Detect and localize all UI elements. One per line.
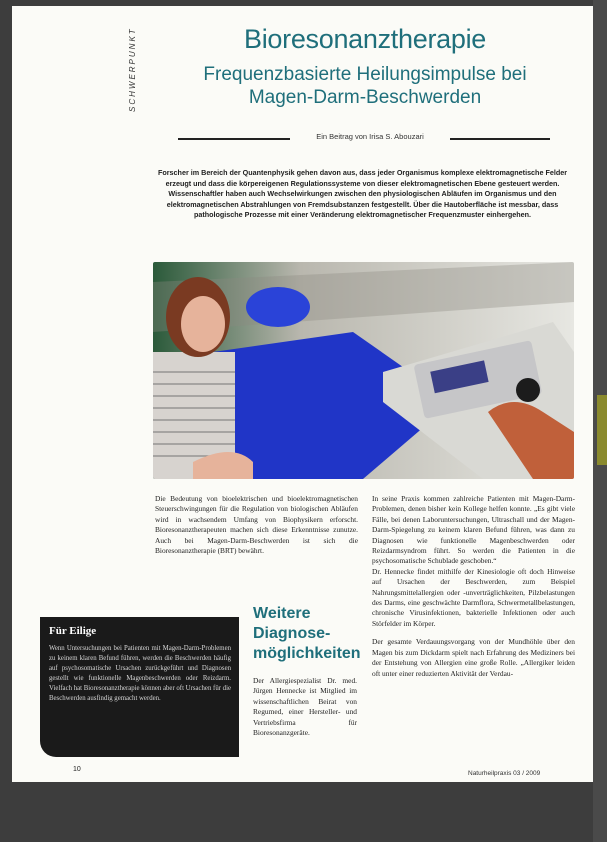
therapy-photo-illustration xyxy=(153,262,574,479)
subtitle-line-2: Magen-Darm-Beschwerden xyxy=(248,87,482,108)
section-heading: Weitere Diagnose-möglichkeiten xyxy=(253,605,361,662)
page-edge-marker xyxy=(597,395,607,465)
column-2-paragraph: Der Allergiespezialist Dr. med. Jürgen Hennecke ist Mitglied im wissenschaftlichen Beirat von Regumed, einer Hersteller- und Vertriebsfirma für Bioresonanzgeräte. xyxy=(253,676,357,738)
article-subtitle xyxy=(160,63,570,109)
byline-rule-right xyxy=(450,138,550,140)
quick-read-heading: Für Eilige xyxy=(49,625,97,637)
article-column-1 xyxy=(155,494,358,556)
column-3-paragraph-3: Der gesamte Verdauungsvorgang von der Mundhöhle über den Magen bis zum Dickdarm spielt nach Erfahrung des Mediziners bei der Entstehung von Allergien eine große Rolle. „Allergiker leiden oft unter einer reduzierten Aktivität der Verdau- xyxy=(372,637,575,678)
column-1-paragraph: Die Bedeutung von bioelektrischen und bioelektromagnetischen Steuerschwingungen für die Regulation von biologischen Abläufen wird in wachsendem Umfang von Biophysikern erforscht. Bioresonanztherapeuten machen sich diese Erkenntnisse zunutze. Auch bei Magen-Darm-Beschwerden ist sich die Bioresonanztherapie (BRT) bewährt. xyxy=(155,494,358,556)
article-title: Bioresonanztherapie xyxy=(244,24,486,54)
subtitle-line-1: Frequenzbasierte Heilungsimpulse bei xyxy=(203,64,527,85)
article-column-2 xyxy=(253,676,357,738)
quick-read-text: Wenn Untersuchungen bei Patienten mit Magen-Darm-Problemen zu keinem klaren Befund führen, werden die Beschwerden häufig auf psychosomatische Ursachen zurückgeführt und Diagnosen gestellt wie funktionelle Magenbeschwerden oder Reizdarm. Vielfach hat Bioresonanztherapie können aber oft Ursachen für die Beschwerden ausfindig gemacht werden. xyxy=(49,645,231,702)
article-photo xyxy=(153,262,574,479)
byline: Ein Beitrag von Irisa S. Abouzari xyxy=(316,132,424,141)
section-tag: SCHWERPUNKT xyxy=(128,27,137,112)
column-3-paragraph-1: In seine Praxis kommen zahlreiche Patienten mit Magen-Darm-Problemen, denen bisher kein Kollege helfen konnte. „Es gibt viele Fälle, bei denen Laboruntersuchungen, Ultraschall und der Magen-Darm-Spiegelung zu keinem klaren Befund führen, was dann zu Diagnosen wie funktionelle Magenbeschwerden oder Reizdarmsyndrom führt. So werden die Patienten in die psychosomatische Schublade geschoben.“ xyxy=(372,494,575,566)
column-3-paragraph-2: Dr. Hennecke findet mithilfe der Kinesiologie oft doch Hinweise auf Ursachen der Beschwerden, zum Beispiel Nahrungsmittelallergien oder -unverträglichkeiten, Pilzbelastungen des Darms, eine geschwächte Darmflora, Schwermetallbelastungen, chronische Virusinfektionen, bakterielle Infektionen oder auch Störfelder im Körper. xyxy=(372,566,575,628)
issue-footer: Naturheilpraxis 03 / 2009 xyxy=(468,770,541,777)
byline-rule-left xyxy=(178,138,290,140)
article-column-3 xyxy=(372,494,575,679)
intro-paragraph: Forscher im Bereich der Quantenphysik gehen davon aus, dass jeder Organismus komplexe elektromagnetische Felder erzeugt und dass die körpereigenen Regulationssysteme von dieser elektromagnetischen Ebene gesteuert werden. Wissenschaftler haben auch Wechselwirkungen zwischen den physiologischen Abläufen im Organismus und den elektromagnetischen Abstrahlungen von Fremdsubstanzen festgestellt. Über die Hautoberfläche ist messbar, dass pathologische Prozesse mit einer Veränderung elektromagnetischer Frequenzmuster einhergehen. xyxy=(157,168,568,220)
page-number: 10 xyxy=(73,766,81,773)
quick-read-box xyxy=(40,617,239,757)
